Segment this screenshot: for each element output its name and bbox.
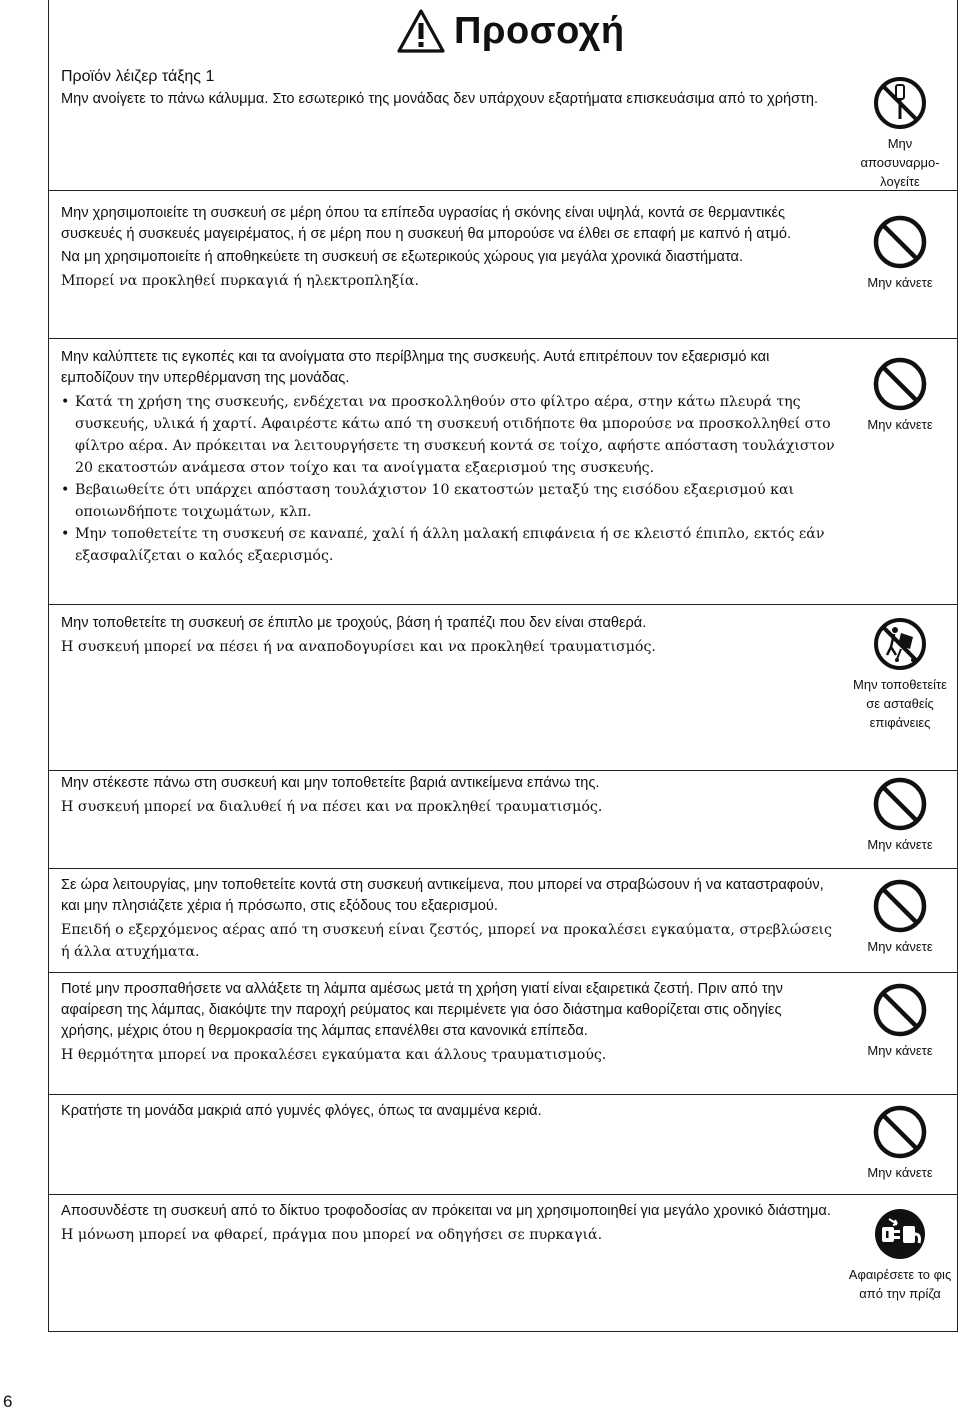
section-paragraph: Η συσκευή μπορεί να διαλυθεί ή να πέσει και να προκληθεί τραυματισμός.: [61, 799, 603, 815]
section-paragraph: Μην στέκεστε πάνω στη συσκευή και μην τοποθετείτε βαριά αντικείμενα επάνω της.: [61, 775, 600, 791]
icon-label: Μην κάνετε: [867, 1165, 933, 1180]
section-icon-block: [848, 983, 952, 1060]
section-icon-block: [848, 357, 952, 434]
caution-section-4: [48, 604, 958, 770]
unplug-icon: [873, 1207, 927, 1261]
page-number: 6: [3, 1392, 13, 1411]
caution-section-3: [48, 338, 958, 604]
section-body: [61, 1201, 836, 1248]
prohibited-icon: [873, 1105, 927, 1159]
icon-label: Μην κάνετε: [867, 275, 933, 290]
section-paragraph: Η θερμότητα μπορεί να προκαλέσει εγκαύματα και άλλους τραυματισμούς.: [61, 1047, 607, 1063]
section-paragraph: Μην χρησιμοποιείτε τη συσκευή σε μέρη όπου τα επίπεδα υγρασίας ή σκόνης είναι υψηλά, κοντά σε θερμαντικές συσκευές ή συσκευές μαγειρέματος, ή σε μέρη που η συσκευή θα μπορούσε να έλθει σε επαφή με καπνό ή ατμό.: [61, 205, 792, 242]
section-heading: Προϊόν λέιζερ τάξης 1: [61, 68, 215, 85]
prohibited-icon: [873, 879, 927, 933]
caution-section-1: [48, 58, 958, 190]
caution-section-8: [48, 1094, 958, 1194]
icon-label: Μην τοποθετείτε σε ασταθείς επιφάνειες: [853, 677, 947, 730]
icon-label: Μην κάνετε: [867, 837, 933, 852]
do-not-disassemble-icon: [873, 76, 927, 130]
section-body: [61, 347, 836, 567]
section-paragraph: Να μη χρησιμοποιείτε ή αποθηκεύετε τη συσκευή σε εξωτερικούς χώρους για μεγάλα χρονικά διαστήματα.: [61, 249, 743, 265]
prohibited-icon: [873, 983, 927, 1037]
section-body: [61, 203, 836, 294]
section-body: [61, 66, 836, 112]
section-icon-block: [848, 76, 952, 191]
section-paragraph: Μην ανοίγετε το πάνω κάλυμμα. Στο εσωτερικό της μονάδας δεν υπάρχουν εξαρτήματα επισκευάσιμα από το χρήστη.: [61, 91, 819, 107]
icon-label: Μην αποσυναρμο-λογείτε: [860, 136, 940, 189]
caution-section-2: [48, 190, 958, 338]
section-icon-block: [848, 879, 952, 956]
section-body: [61, 613, 836, 660]
page-header: [396, 6, 625, 56]
prohibited-icon: [873, 215, 927, 269]
caution-section-9: [48, 1194, 958, 1332]
section-paragraph: Ποτέ μην προσπαθήσετε να αλλάξετε τη λάμπα αμέσως μετά τη χρήση γιατί είναι εξαιρετικά ζεστή. Πριν από την αφαίρεση της λάμπας, διακόψτε την παροχή ρεύματος και περιμένετε για όσο διάστημα καθορίζεται στις οδηγίες χρήσης, μέχρις ότου η θερμοκρασία της λάμπας επανέλθει στα κανονικά επίπεδα.: [61, 981, 783, 1039]
section-body: [61, 1101, 836, 1124]
section-icon-block: [848, 1207, 952, 1303]
icon-label: Μην κάνετε: [867, 939, 933, 954]
bullet-item: • Κατά τη χρήση της συσκευής, ενδέχεται να προσκολληθούν στο φίλτρο αέρα, στην κάτω πλευρά της συσκευής, υλικά ή χαρτί. Αφαιρέστε κάτω από τη συσκευή οτιδήποτε θα μπορούσε να προσκολληθεί στο φίλτρο αέρα. Αν πρόκειται να λειτουργήσετε τη συσκευή κοντά σε τοίχο, αφήστε απόσταση τουλάχιστον 20 εκατοστών ανάμεσα στον τοίχο και τα ανοίγματα εξαερισμού της συσκευής.: [61, 394, 835, 476]
section-icon-block: [848, 1105, 952, 1182]
section-paragraph: Σε ώρα λειτουργίας, μην τοποθετείτε κοντά στη συσκευή αντικείμενα, που μπορεί να στραβώσουν ή να καταστραφούν, και μην πλησιάζετε χέρια ή πρόσωπο, στις εξόδους του εξαερισμού.: [61, 877, 824, 914]
section-paragraph: Η μόνωση μπορεί να φθαρεί, πράγμα που μπορεί να οδηγήσει σε πυρκαγιά.: [61, 1227, 603, 1243]
section-body: [61, 979, 836, 1068]
section-body: [61, 875, 836, 965]
section-paragraph: Αποσυνδέστε τη συσκευή από το δίκτυο τροφοδοσίας αν πρόκειται να μη χρησιμοποιηθεί για μεγάλο χρονικό διάστημα.: [61, 1203, 831, 1219]
prohibited-icon: [873, 777, 927, 831]
section-icon-block: [848, 777, 952, 854]
icon-label: Αφαιρέσετε το φις από την πρίζα: [848, 1267, 952, 1301]
section-icon-block: [848, 215, 952, 292]
section-paragraph: Μπορεί να προκληθεί πυρκαγιά ή ηλεκτροπληξία.: [61, 273, 420, 289]
icon-label: Μην κάνετε: [867, 1043, 933, 1058]
caution-section-7: [48, 972, 958, 1094]
section-paragraph: Μην καλύπτετε τις εγκοπές και τα ανοίγματα στο περίβλημα της συσκευής. Αυτά επιτρέπουν τον εξαερισμό και εμποδίζουν την υπερθέρμανση της μονάδας.: [61, 349, 770, 386]
bullet-item: • Βεβαιωθείτε ότι υπάρχει απόσταση τουλάχιστον 10 εκατοστών μεταξύ της εισόδου εξαερισμού και οποιωνδήποτε τοιχωμάτων, κλπ.: [61, 482, 795, 520]
no-unstable-surface-icon: [873, 617, 927, 671]
section-paragraph: Κρατήστε τη μονάδα μακριά από γυμνές φλόγες, όπως τα αναμμένα κεριά.: [61, 1103, 542, 1119]
warning-icon: [396, 8, 446, 54]
section-paragraph: Η συσκευή μπορεί να πέσει ή να αναποδογυρίσει και να προκληθεί τραυματισμός.: [61, 639, 656, 655]
page-title: Προσοχή: [454, 9, 625, 52]
section-paragraph: Επειδή ο εξερχόμενος αέρας από τη συσκευή είναι ζεστός, μπορεί να προκαλέσει εγκαύματα, στρεβλώσεις ή άλλα ατυχήματα.: [61, 922, 832, 960]
caution-section-5: [48, 770, 958, 868]
bullet-item: • Μην τοποθετείτε τη συσκευή σε καναπέ, χαλί ή άλλη μαλακή επιφάνεια ή σε κλειστό έπιπλο, εκτός εάν εξασφαλίζεται ο καλός εξαερισμός.: [61, 526, 825, 564]
icon-label: Μην κάνετε: [867, 417, 933, 432]
caution-section-6: [48, 868, 958, 972]
section-body: [61, 773, 836, 820]
section-icon-block: [848, 617, 952, 732]
section-paragraph: Μην τοποθετείτε τη συσκευή σε έπιπλο με τροχούς, βάση ή τραπέζι που δεν είναι σταθερά.: [61, 615, 647, 631]
prohibited-icon: [873, 357, 927, 411]
